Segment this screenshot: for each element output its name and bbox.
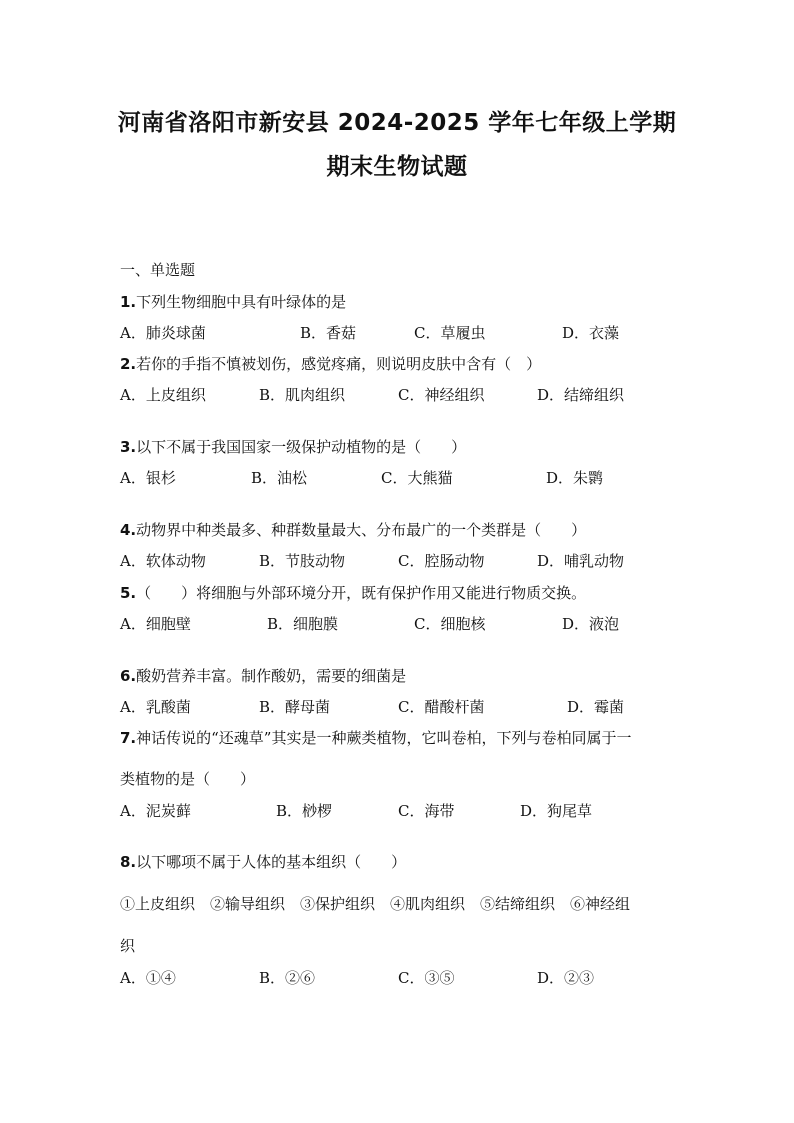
- question-number: 7.: [120, 729, 137, 747]
- option-5b: B．细胞膜: [267, 615, 339, 633]
- option-6b: B．酵母菌: [259, 698, 331, 716]
- option-6a: A．乳酸菌: [120, 698, 191, 716]
- question-number: 8.: [120, 853, 137, 871]
- question-stem: 神话传说的“还魂草”其实是一种蕨类植物，它叫卷柏，下列与卷柏同属于一: [136, 729, 632, 747]
- option-7b: B．桫椤: [276, 802, 333, 820]
- option-5a: A．细胞壁: [120, 615, 191, 633]
- question-stem: （ ）将细胞与外部环境分开，既有保护作用又能进行物质交换。: [136, 584, 587, 602]
- option-6d: D．霉菌: [567, 698, 625, 716]
- question-3: [120, 436, 466, 457]
- option-7c: C．海带: [398, 802, 455, 820]
- question-stem: 动物界中种类最多、种群数量最大、分布最广的一个类群是（ ）: [136, 521, 587, 539]
- question-number: 2.: [120, 355, 137, 373]
- option-4d: D．哺乳动物: [537, 552, 625, 570]
- document-title-line1: 河南省洛阳市新安县 2024-2025 学年七年级上学期: [117, 110, 677, 136]
- question-stem: 若你的手指不慎被划伤，感觉疼痛，则说明皮肤中含有（ ）: [136, 355, 542, 373]
- option-4b: B．节肢动物: [259, 552, 346, 570]
- question-number: 1.: [120, 293, 137, 311]
- question-stem: 酸奶营养丰富。制作酸奶，需要的细菌是: [136, 667, 407, 685]
- question-4: [120, 519, 586, 540]
- question-7: [120, 727, 631, 748]
- question-stem: 以下哪项不属于人体的基本组织（ ）: [136, 853, 407, 871]
- option-4a: A．软体动物: [120, 552, 206, 570]
- option-1b: B．香菇: [300, 324, 357, 342]
- question-number: 4.: [120, 521, 137, 539]
- option-5c: C．细胞核: [414, 615, 486, 633]
- option-3d: D．朱鹮: [546, 469, 604, 487]
- option-8b: B．②⑥: [259, 969, 316, 987]
- option-8c: C．③⑤: [398, 969, 455, 987]
- question-5: [120, 582, 586, 603]
- option-3c: C．大熊猫: [381, 469, 453, 487]
- question-6: [120, 665, 406, 686]
- option-7a: A．泥炭藓: [120, 802, 191, 820]
- question-8-items-continued: 织: [120, 937, 136, 955]
- question-number: 5.: [120, 584, 137, 602]
- option-1d: D．衣藻: [562, 324, 620, 342]
- question-8-items: ①上皮组织 ②输导组织 ③保护组织 ④肌肉组织 ⑤结缔组织 ⑥神经组: [120, 895, 631, 913]
- question-stem: 以下不属于我国国家一级保护动植物的是（ ）: [136, 438, 467, 456]
- question-number: 6.: [120, 667, 137, 685]
- option-7d: D．狗尾草: [520, 802, 593, 820]
- option-1a: A．肺炎球菌: [120, 324, 206, 342]
- option-8a: A．①④: [120, 969, 176, 987]
- section-heading: 一、单选题: [120, 261, 196, 279]
- option-5d: D．液泡: [562, 615, 620, 633]
- question-stem: 下列生物细胞中具有叶绿体的是: [136, 293, 347, 311]
- question-1: [120, 291, 346, 312]
- option-3a: A．银杉: [120, 469, 176, 487]
- question-2: [120, 353, 541, 374]
- question-number: 3.: [120, 438, 137, 456]
- option-4c: C．腔肠动物: [398, 552, 485, 570]
- question-8: [120, 851, 406, 872]
- option-2c: C．神经组织: [398, 386, 485, 404]
- option-2a: A．上皮组织: [120, 386, 206, 404]
- option-6c: C．醋酸杆菌: [398, 698, 485, 716]
- option-3b: B．油松: [251, 469, 308, 487]
- question-7-continued: 类植物的是（ ）: [120, 770, 256, 788]
- option-8d: D．②③: [537, 969, 595, 987]
- document-title-line2: 期末生物试题: [326, 154, 468, 180]
- option-2b: B．肌肉组织: [259, 386, 346, 404]
- option-2d: D．结缔组织: [537, 386, 625, 404]
- option-1c: C．草履虫: [414, 324, 486, 342]
